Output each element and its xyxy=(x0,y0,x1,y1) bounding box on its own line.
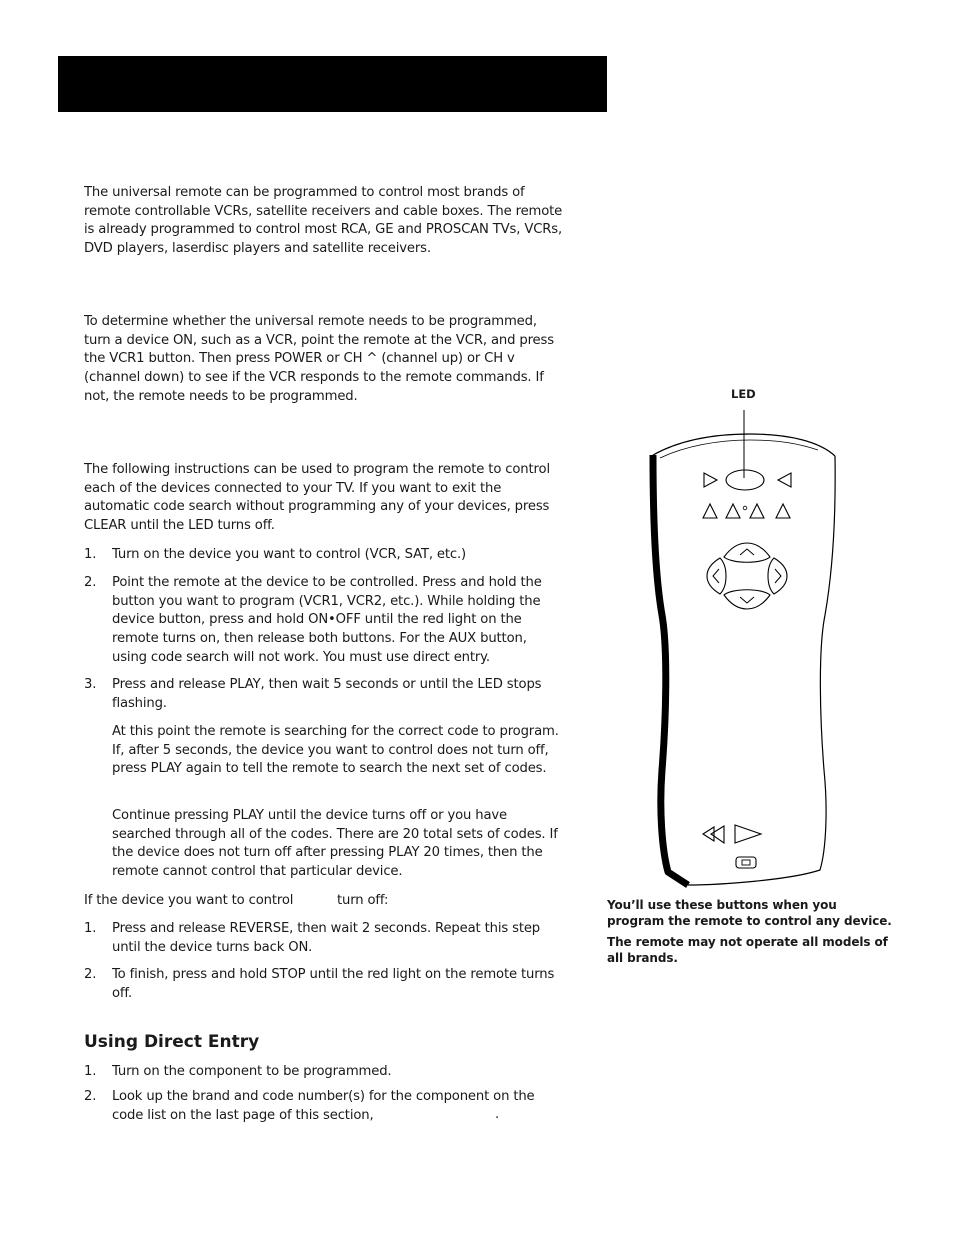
dpad-right-button xyxy=(768,558,787,594)
list-text: Point the remote at the device to be controlled. Press and hold the button you want to program (VCR1, VCR2, etc.). While holding the device button, press and hold ON•OFF until the red light on the remote turns on, then release both buttons. For the AUX button, using code search will not work. You must use direct entry. xyxy=(112,575,542,665)
following-paragraph: The following instructions can be used to program the remote to control each of the devices connected to your TV. If you want to exit the automatic code search without programming any of your devices, press CLEAR until the LED turns off. xyxy=(84,462,550,534)
determine-paragraph: To determine whether the universal remote needs to be programmed, turn a device ON, such as a VCR, point the remote at the VCR, and press the VCR1 button. Then press POWER or CH ^ (channel up) or CH v (channel down) to see if the VCR responds to the remote commands. If not, the remote needs to be programmed. xyxy=(84,314,554,404)
section-heading: Using Direct Entry xyxy=(84,1032,260,1052)
if-device-line xyxy=(84,892,564,911)
led-button xyxy=(726,470,764,490)
caption-buttons: You’ll use these buttons when you program the remote to control any device. xyxy=(607,898,892,928)
list-number: 2. xyxy=(84,967,97,982)
dpad-left-button xyxy=(707,558,726,594)
dot-icon xyxy=(743,506,747,510)
reverse-icon xyxy=(703,827,714,841)
chevron-left-icon xyxy=(713,569,719,583)
list-number: 2. xyxy=(84,1089,97,1104)
triangle-up-icon xyxy=(776,504,790,518)
dpad xyxy=(707,543,787,609)
list-number: 2. xyxy=(84,575,97,590)
list-text: Turn on the device you want to control (VCR, SAT, etc.) xyxy=(112,547,467,562)
top-button-row xyxy=(704,470,791,490)
list-text: To finish, press and hold STOP until the red light on the remote turns off. xyxy=(112,967,555,1001)
triangle-up-icon xyxy=(726,504,740,518)
list-text: Look up the brand and code number(s) for the component on the code list on the last page of this section, xyxy=(112,1089,535,1123)
step3-sub-paragraph: At this point the remote is searching for the correct code to program. If, after 5 seconds, the device you want to control does not turn off, press PLAY again to tell the remote to search the next set of codes. xyxy=(112,724,559,777)
list-number: 1. xyxy=(84,547,97,562)
chevron-right-icon xyxy=(775,569,781,583)
if-device-text-end: turn off: xyxy=(337,893,389,908)
triangle-right-icon xyxy=(704,473,717,487)
second-button-row xyxy=(703,504,790,518)
triangle-up-icon xyxy=(703,504,717,518)
triangle-left-icon xyxy=(778,473,791,487)
step3-sub-paragraph: Continue pressing PLAY until the device turns off or you have searched through all of the codes. There are 20 total sets of codes. If the device does not turn off after pressing PLAY 20 times, then the remote cannot control that particular device. xyxy=(112,808,558,880)
remote-body xyxy=(653,434,835,885)
stop-icon xyxy=(742,860,750,865)
dpad-down-button xyxy=(724,590,770,609)
list-text: Turn on the component to be programmed. xyxy=(112,1064,392,1079)
chevron-up-icon xyxy=(740,549,754,555)
list-number: 1. xyxy=(84,1064,97,1079)
list-text: Press and release REVERSE, then wait 2 seconds. Repeat this step until the device turns back ON. xyxy=(112,921,541,955)
led-label: LED xyxy=(731,387,756,401)
transport-buttons xyxy=(703,825,761,868)
intro-paragraph: The universal remote can be programmed to control most brands of remote controllable VCRs, satellite receivers and cable boxes. The remote is already programmed to control most RCA, GE and PROSCAN TVs, VCRs, DVD players, laserdisc players and satellite receivers. xyxy=(84,185,563,257)
header-bar xyxy=(58,56,607,112)
caption-brands: The remote may not operate all models of all brands. xyxy=(607,935,888,965)
stop-button xyxy=(736,857,756,868)
list-text-end: . xyxy=(495,1107,500,1122)
list-number: 1. xyxy=(84,921,97,936)
remote-illustration xyxy=(640,400,850,890)
chevron-down-icon xyxy=(740,597,754,603)
list-number: 3. xyxy=(84,677,97,692)
dpad-up-button xyxy=(724,543,770,562)
play-icon xyxy=(735,825,761,843)
if-device-text: If the device you want to control xyxy=(84,893,294,908)
list-text: Press and release PLAY, then wait 5 seconds or until the LED stops flashing. xyxy=(112,677,542,711)
triangle-up-icon xyxy=(750,504,764,518)
